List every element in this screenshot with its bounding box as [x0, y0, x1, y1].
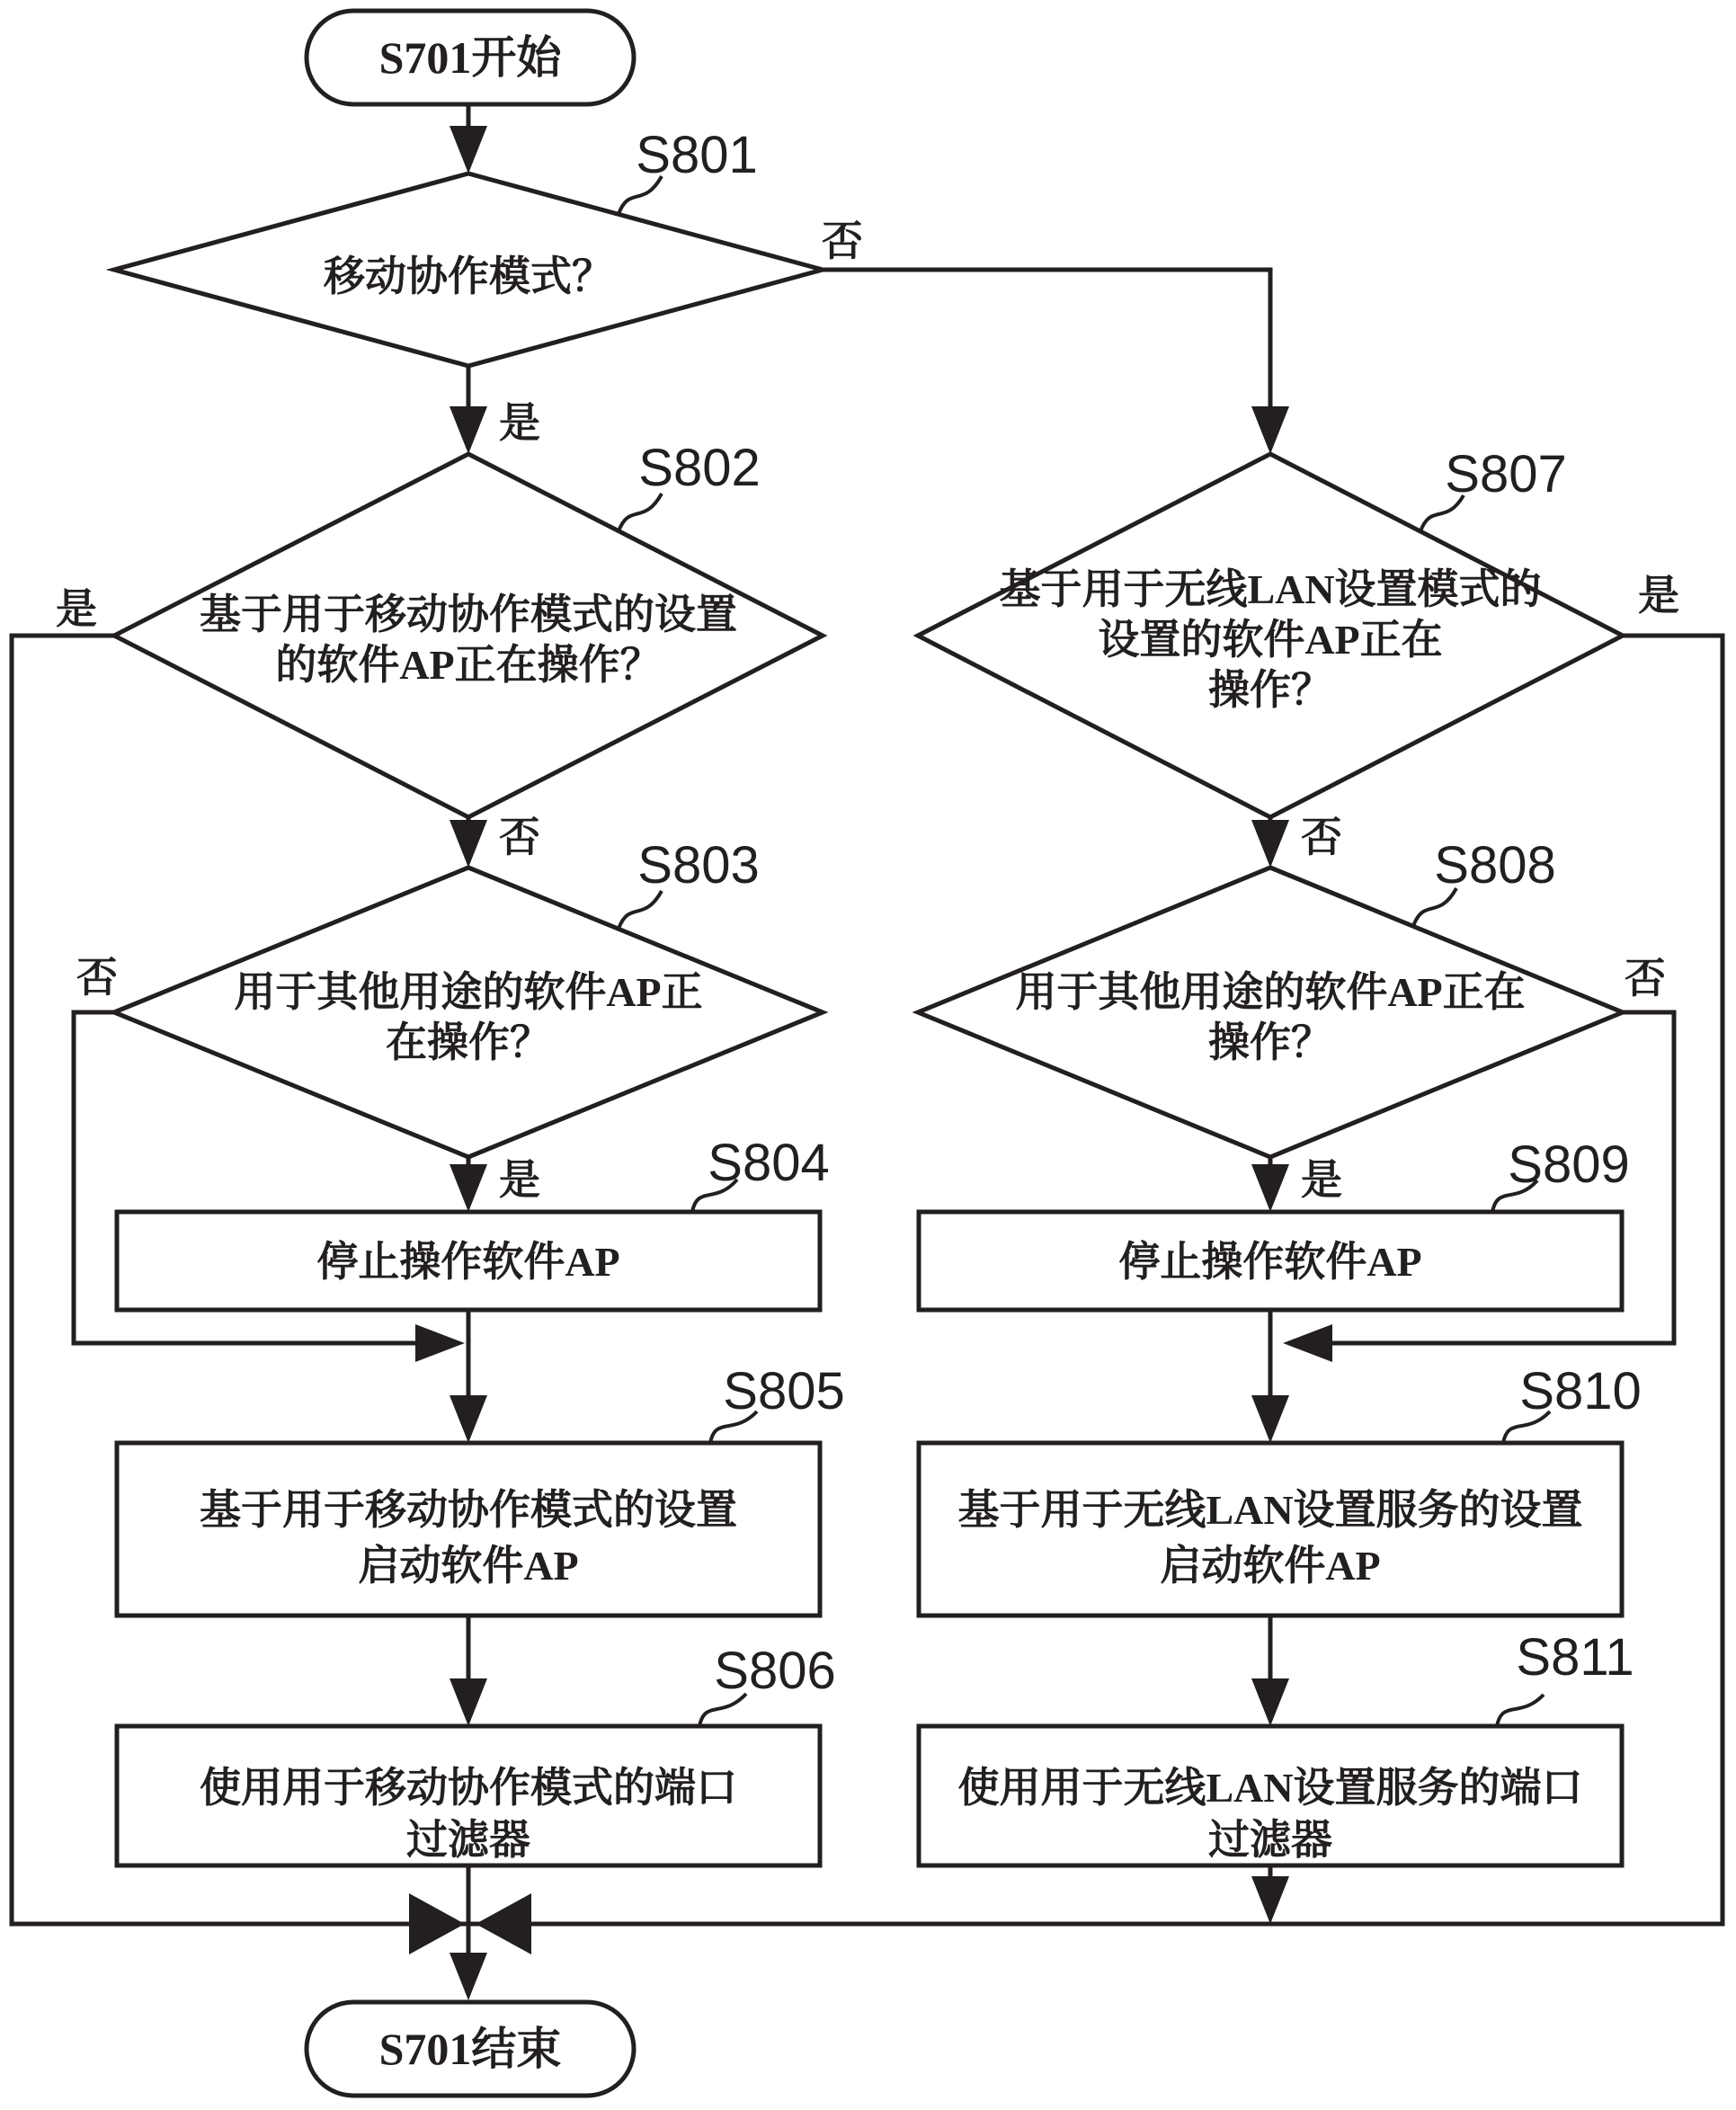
decision-s808-text-line1: 用于其他用途的软件AP正在: [1015, 969, 1526, 1015]
arrowhead-into-s802: [450, 406, 487, 454]
leader-s803: [619, 891, 662, 929]
arrowhead-into-s811: [1251, 1678, 1289, 1726]
leader-s811: [1497, 1695, 1544, 1726]
process-s810-text-line1: 基于用于无线LAN设置服务的设置: [957, 1487, 1583, 1533]
step-label-s809: S809: [1508, 1135, 1630, 1194]
arrowhead-into-s804: [450, 1164, 487, 1212]
leader-s802: [619, 494, 662, 531]
arrowhead-into-s801: [450, 126, 487, 174]
arrowhead-into-s806: [450, 1678, 487, 1726]
arrowhead-into-s807: [1251, 406, 1289, 454]
process-s804-text: 停止操作软件AP: [316, 1239, 620, 1285]
step-label-s810: S810: [1519, 1362, 1642, 1420]
end-terminator-text: S701结束: [378, 2024, 562, 2074]
decision-s801-text: 移动协作模式？: [324, 254, 613, 299]
branch-label-s801-yes: 是: [499, 400, 540, 446]
arrowhead-into-s809: [1251, 1164, 1289, 1212]
arrowhead-s808-bypass-junction: [1283, 1324, 1332, 1362]
process-s806-text-line1: 使用用于移动协作模式的端口: [200, 1765, 737, 1811]
branch-label-s807-no: 否: [1301, 815, 1342, 860]
arrowhead-into-s805: [450, 1395, 487, 1443]
process-s806-text-line2: 过滤器: [406, 1817, 530, 1863]
branch-label-s807-yes: 是: [1638, 573, 1679, 619]
arrowhead-merge-left: [409, 1893, 465, 1954]
process-s811-text-line2: 过滤器: [1208, 1817, 1332, 1863]
branch-label-s801-no: 否: [822, 218, 863, 264]
process-s805-text-line1: 基于用于移动协作模式的设置: [200, 1487, 737, 1533]
step-label-s801: S801: [636, 126, 758, 184]
decision-s802-text-line2: 的软件AP正在操作？: [275, 642, 662, 688]
decision-s808-text-line2: 操作？: [1208, 1019, 1332, 1065]
branch-label-s803-no: 否: [76, 955, 118, 1001]
process-s809-text: 停止操作软件AP: [1118, 1239, 1422, 1285]
decision-s803-text-line2: 在操作？: [386, 1019, 551, 1065]
arrowhead-s803-bypass-junction: [415, 1324, 465, 1362]
process-s810-text-line2: 启动软件AP: [1160, 1543, 1381, 1589]
edge-s801-no-to-s807: [823, 270, 1270, 406]
arrowhead-s811-into-merge: [1251, 1876, 1289, 1924]
step-label-s803: S803: [637, 836, 760, 895]
decision-s807-text-line2: 设置的软件AP正在: [1098, 617, 1443, 663]
arrowhead-into-s808: [1251, 820, 1289, 868]
arrowhead-into-end: [450, 1953, 487, 2000]
decision-s803-text-line1: 用于其他用途的软件AP正: [234, 969, 703, 1015]
step-label-s805: S805: [723, 1362, 845, 1420]
step-label-s804: S804: [708, 1134, 830, 1192]
decision-s807-text-line3: 操作？: [1208, 667, 1332, 713]
step-label-s802: S802: [638, 439, 761, 497]
process-s811-text-line1: 使用用于无线LAN设置服务的端口: [957, 1765, 1583, 1811]
step-label-s807: S807: [1445, 445, 1567, 503]
branch-label-s803-yes: 是: [499, 1157, 540, 1203]
arrowhead-into-s810: [1251, 1395, 1289, 1443]
step-label-s808: S808: [1434, 836, 1556, 895]
branch-label-s802-no: 否: [499, 815, 540, 860]
start-terminator-text: S701开始: [378, 32, 562, 83]
branch-label-s808-yes: 是: [1301, 1157, 1342, 1203]
branch-label-s802-yes: 是: [56, 586, 97, 632]
process-s805-text-line2: 启动软件AP: [358, 1543, 579, 1589]
decision-s807-text-line1: 基于用于无线LAN设置模式的: [999, 566, 1542, 612]
decision-s802-text-line1: 基于用于移动协作模式的设置: [200, 592, 737, 637]
arrowhead-merge-right: [476, 1893, 531, 1954]
branch-label-s808-no: 否: [1625, 956, 1666, 1002]
arrowhead-into-s803: [450, 820, 487, 868]
step-label-s806: S806: [714, 1642, 836, 1700]
step-label-s811: S811: [1516, 1628, 1634, 1687]
